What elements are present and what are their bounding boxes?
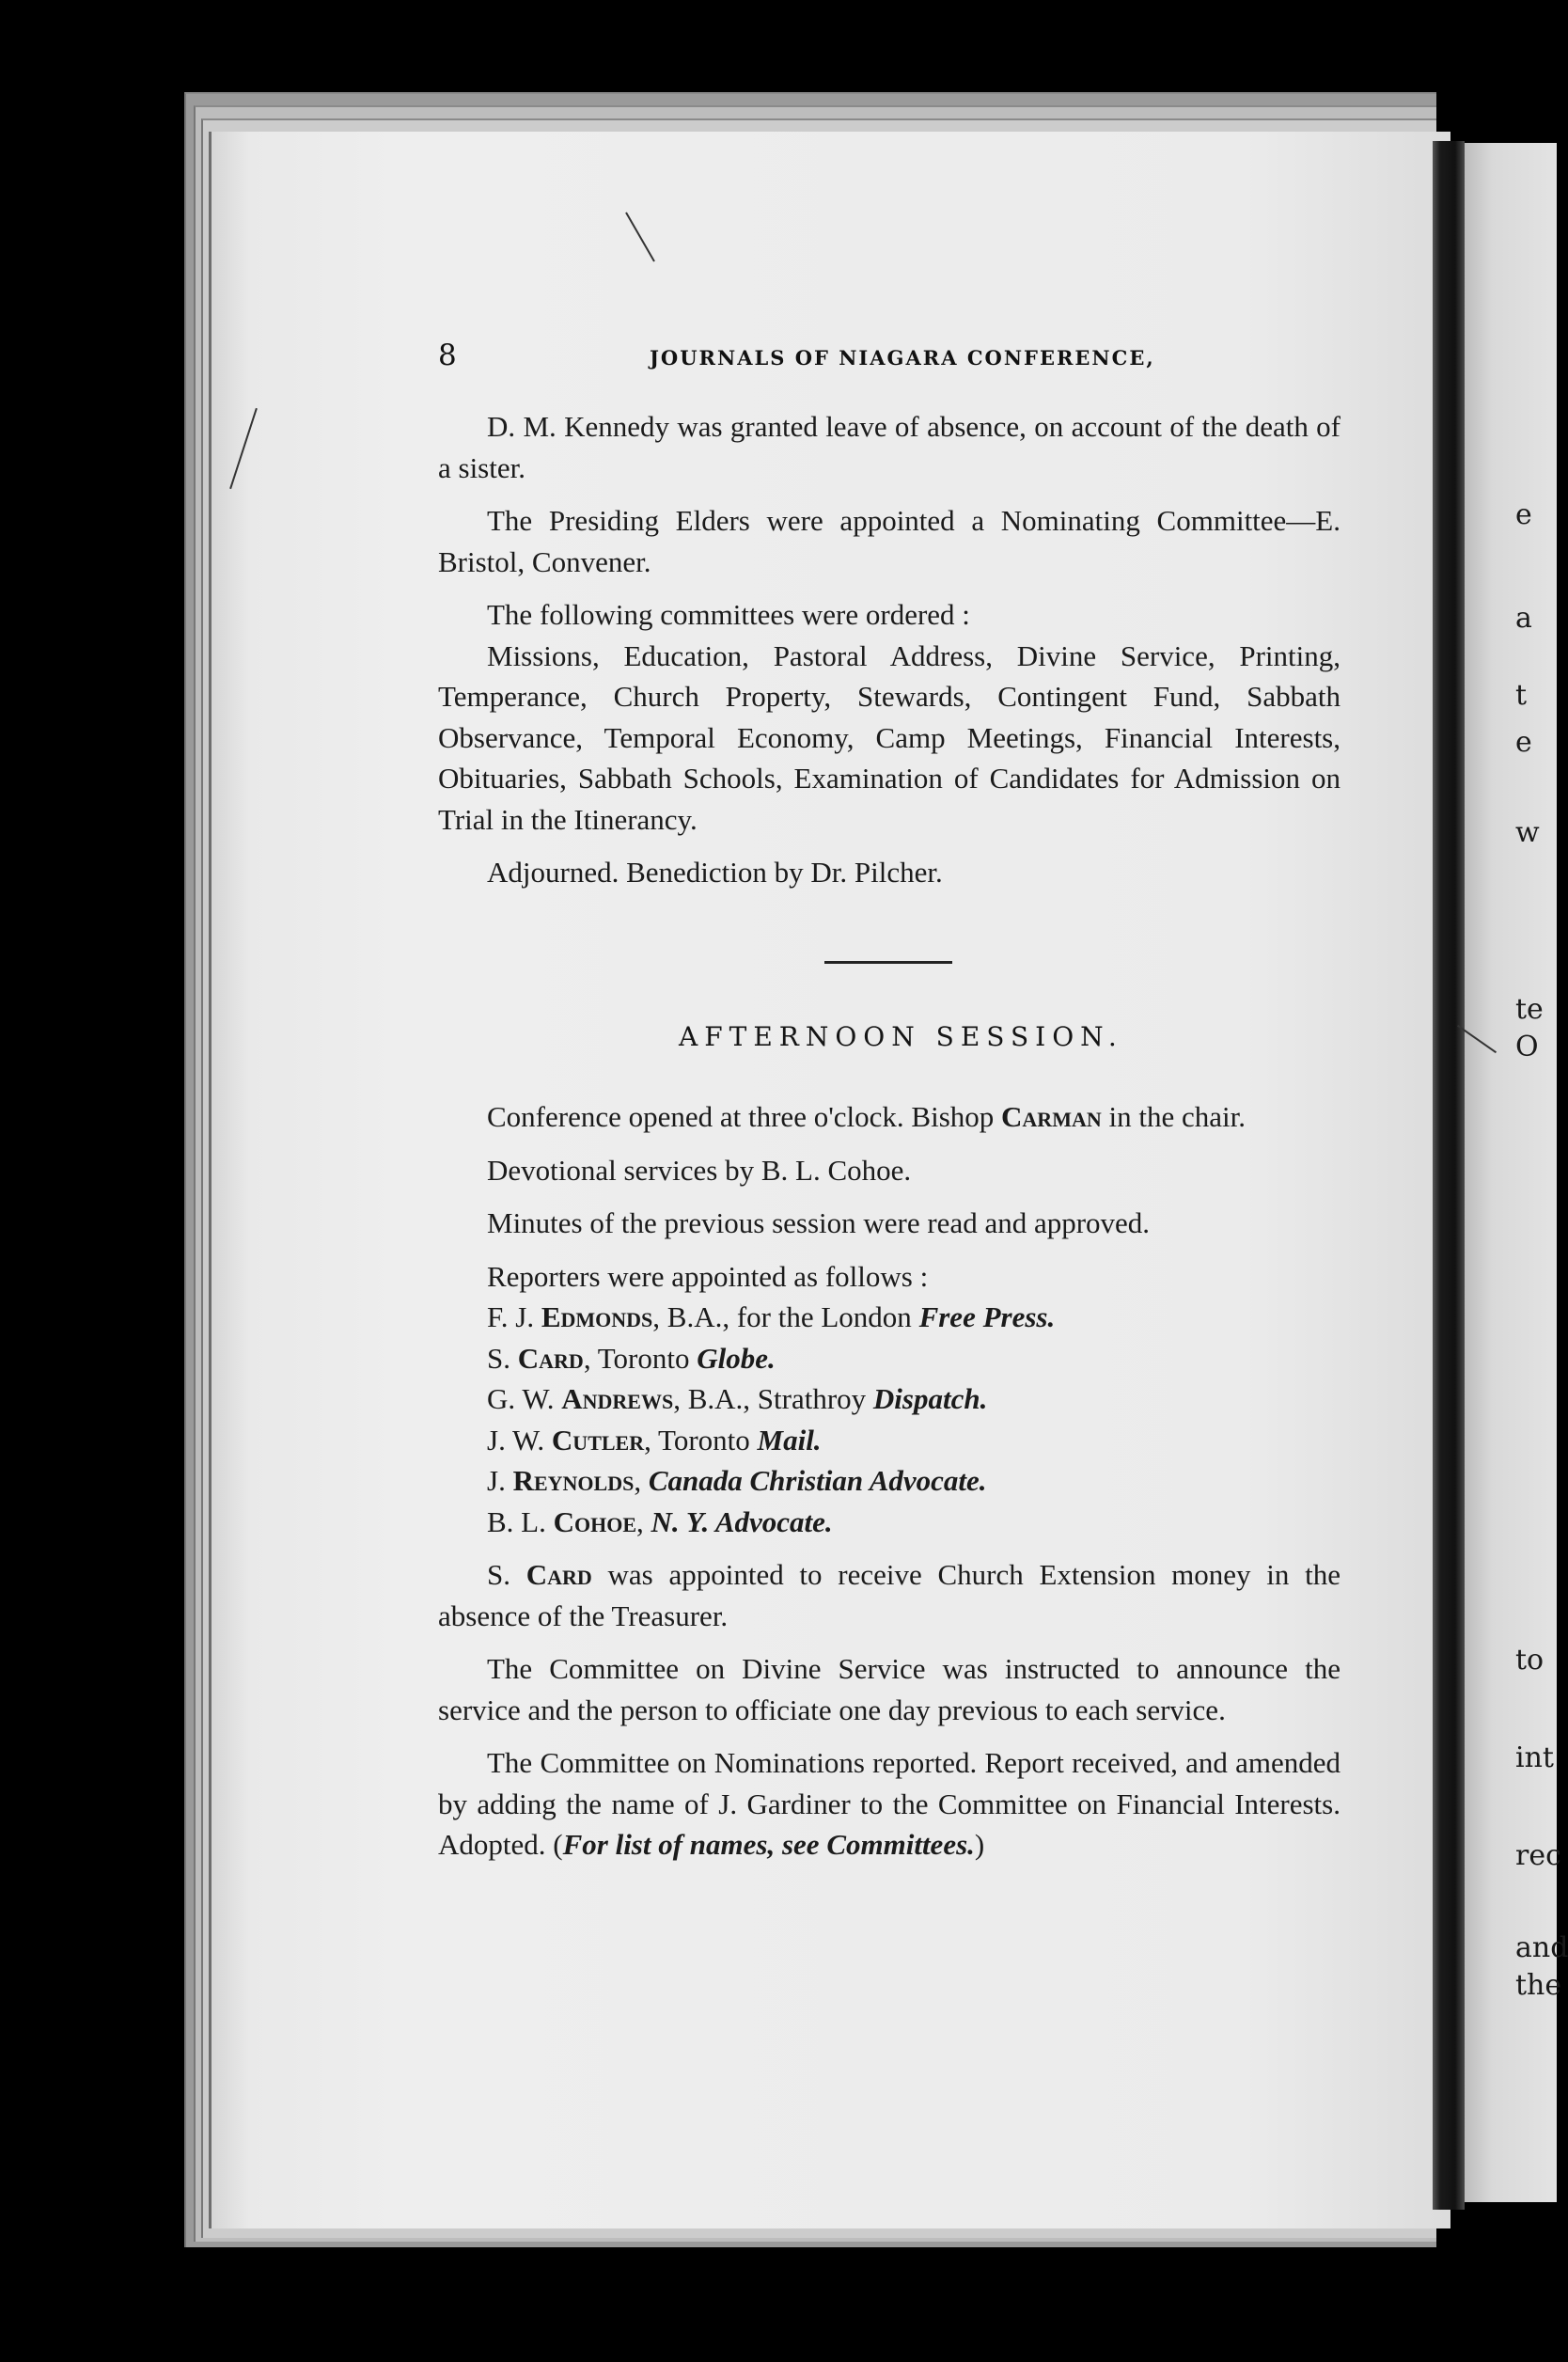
reporters-intro: Reporters were appointed as follows : [487, 1259, 929, 1293]
facing-page-fragment: a [1515, 602, 1532, 635]
facing-page-fragment: the [1515, 1969, 1562, 2002]
reporter-entry: F. J. Edmonds, B.A., for the London Free Press. [487, 1300, 1056, 1333]
book-gutter [1433, 141, 1465, 2210]
chair-name: Carman [1001, 1100, 1102, 1133]
section-rule [824, 961, 952, 964]
facing-page-fragment: int [1515, 1741, 1554, 1774]
facing-page-fragment: w [1515, 816, 1540, 849]
journal-title: JOURNALS OF NIAGARA CONFERENCE, [650, 346, 1155, 370]
facing-page-fragment: e [1515, 726, 1532, 759]
facing-page-fragment: e [1515, 498, 1532, 531]
reporter-entry: S. Card, Toronto Globe. [487, 1341, 776, 1375]
running-head [438, 339, 1341, 376]
facing-page-fragment: t [1515, 679, 1528, 712]
facing-page-fragment: rec [1515, 1839, 1561, 1872]
reporter-entry: B. L. Cohoe, N. Y. Advocate. [487, 1504, 833, 1538]
reporter-entry: J. W. Cutler, Toronto Mail. [487, 1423, 822, 1457]
kennedy-leave: D. M. Kennedy was granted leave of absence, on account of the death of a sister. [438, 410, 1341, 484]
conference-opened: Conference opened at three o'clock. Bishop Carman in the chair. [487, 1100, 1246, 1133]
facing-page-fragment: to [1515, 1644, 1544, 1677]
committees-list: Missions, Education, Pastoral Address, Divine Service, Printing, Temperance, Church Property, Stewards, Contingent Fund, Sabbath Observance, Temporal Economy, Camp Meetings, Financial Interests, Obituaries, Sabbath Schools, Examination of Candidates for Admission on Trial in the Itinerancy. [438, 638, 1341, 836]
nominations-report: The Committee on Nominations reported. Report received, and amended by adding the name of J. Gardiner to the Committee on Financial Interests. Adopted. (For list of names, see Committees.) [438, 1746, 1341, 1861]
afternoon-minutes [438, 1096, 1341, 1866]
reporter-entry: J. Reynolds, Canada Christian Advocate. [487, 1464, 987, 1497]
page-number: 8 [438, 339, 457, 372]
facing-page-fragment: O [1515, 1031, 1539, 1063]
reporter-entry: G. W. Andrews, B.A., Strathroy Dispatch. [487, 1382, 988, 1415]
church-extension-money: S. Card was appointed to receive Church Extension money in the absence of the Treasurer. [438, 1558, 1341, 1632]
nominating-committee: The Presiding Elders were appointed a Nominating Committee—E. Bristol, Convener. [438, 504, 1341, 578]
facing-page-fragment: te [1515, 993, 1544, 1026]
morning-minutes [438, 406, 1341, 893]
afternoon-session-heading: AFTERNOON SESSION. [679, 1021, 1123, 1052]
divine-service-instruction: The Committee on Divine Service was instructed to announce the service and the person to officiate one day previous to each service. [438, 1652, 1341, 1726]
committees-intro: The following committees were ordered : [487, 598, 970, 631]
devotional-services: Devotional services by B. L. Cohoe. [487, 1153, 912, 1187]
minutes-approved: Minutes of the previous session were read and approved. [487, 1206, 1151, 1239]
facing-page [1465, 143, 1557, 2202]
adjourned: Adjourned. Benediction by Dr. Pilcher. [487, 856, 943, 889]
facing-page-fragment: and [1515, 1931, 1568, 1964]
